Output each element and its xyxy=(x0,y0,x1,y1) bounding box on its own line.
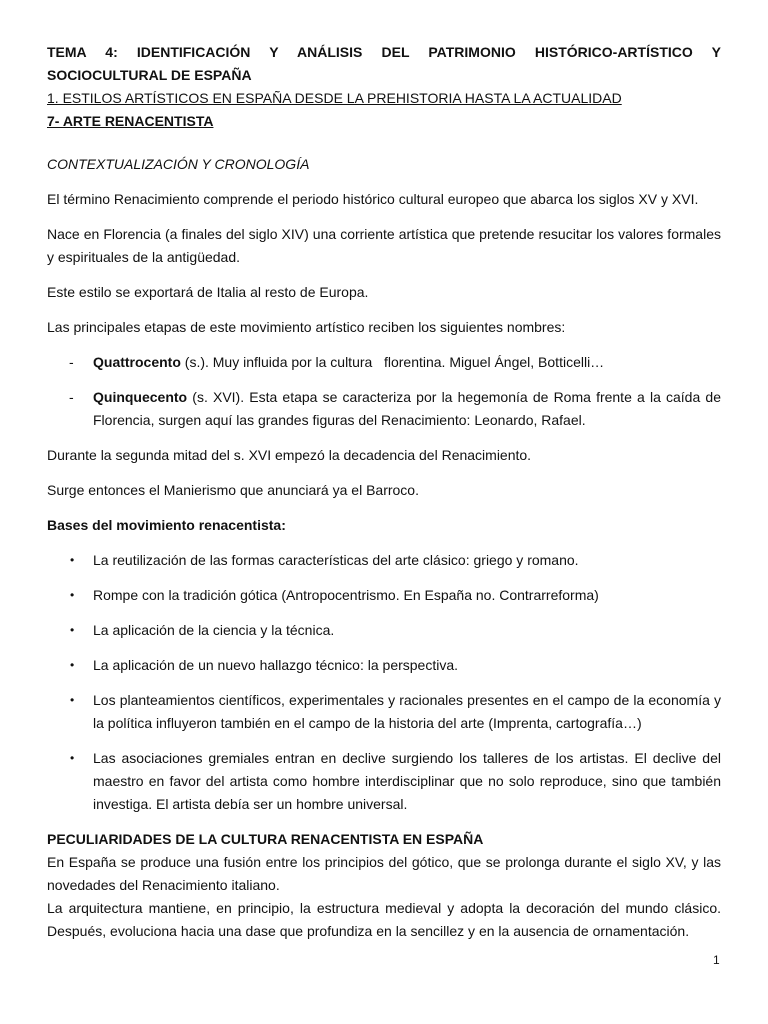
bullet-marker: • xyxy=(70,553,75,567)
bullet-marker: • xyxy=(70,588,75,602)
document-page xyxy=(47,41,721,943)
section-title: 7- ARTE RENACENTISTA xyxy=(47,113,214,129)
bases-item-text: La reutilización de las formas características del arte clásico: griego y romano. xyxy=(93,552,579,568)
bases-item-text: Las asociaciones gremiales entran en declive surgiendo los talleres de los artistas. El declive del maestro en favor del artista como hombre interdisciplinar que no solo reproduce, sino que también investiga. El artista debía ser un hombre universal. xyxy=(93,750,721,812)
unit-subtitle: 1. ESTILOS ARTÍSTICOS EN ESPAÑA DESDE LA PREHISTORIA HASTA LA ACTUALIDAD xyxy=(47,90,622,106)
page-number: 1 xyxy=(713,953,720,967)
bases-item-text: Los planteamientos científicos, experimentales y racionales presentes en el campo de la economía y la política influyeron también en el campo de la historia del arte (Imprenta, cartografía…) xyxy=(93,692,721,731)
bases-item-text: La aplicación de un nuevo hallazgo técnico: la perspectiva. xyxy=(93,657,459,673)
topic-title-line-2: SOCIOCULTURAL DE ESPAÑA xyxy=(47,67,252,83)
dash-marker: - xyxy=(69,354,74,370)
stage-item xyxy=(47,386,721,432)
bullet-marker: • xyxy=(70,623,75,637)
bases-item xyxy=(47,619,721,642)
decline-paragraph: Durante la segunda mitad del s. XVI empezó la decadencia del Renacimiento. xyxy=(47,447,532,463)
bases-heading: Bases del movimiento renacentista: xyxy=(47,517,286,533)
dash-marker: - xyxy=(69,389,74,405)
bases-list xyxy=(47,549,721,816)
stage-item xyxy=(47,351,721,374)
bases-item xyxy=(47,549,721,572)
export-paragraph: Este estilo se exportará de Italia al resto de Europa. xyxy=(47,284,369,300)
stages-list xyxy=(47,351,721,432)
topic-title-line-1: TEMA 4: IDENTIFICACIÓN Y ANÁLISIS DEL PATRIMONIO HISTÓRICO-ARTÍSTICO Y xyxy=(47,44,721,60)
bases-item-text: La aplicación de la ciencia y la técnica. xyxy=(93,622,335,638)
stage-description: (s.). Muy influida por la cultura florentina. Miguel Ángel, Botticelli… xyxy=(180,354,605,370)
bases-item xyxy=(47,747,721,816)
stages-intro-paragraph: Las principales etapas de este movimiento artístico reciben los siguientes nombres: xyxy=(47,319,566,335)
spain-architecture-paragraph: La arquitectura mantiene, en principio, la estructura medieval y adopta la decoración del mundo clásico. Después, evoluciona hacia una dase que profundiza en la sencillez y en la ausencia de ornamentación. xyxy=(47,900,721,939)
mannerism-paragraph: Surge entonces el Manierismo que anunciará ya el Barroco. xyxy=(47,482,419,498)
stage-name: Quinquecento xyxy=(93,389,188,405)
spain-heading: PECULIARIDADES DE LA CULTURA RENACENTISTA EN ESPAÑA xyxy=(47,831,484,847)
stage-name: Quattrocento xyxy=(93,354,181,370)
context-heading: CONTEXTUALIZACIÓN Y CRONOLOGÍA xyxy=(47,156,310,172)
intro-paragraph: El término Renacimiento comprende el periodo histórico cultural europeo que abarca los siglos XV y XVI. xyxy=(47,191,699,207)
bases-item xyxy=(47,584,721,607)
spain-fusion-paragraph: En España se produce una fusión entre los principios del gótico, que se prolonga durante el siglo XV, y las novedades del Renacimiento italiano. xyxy=(47,854,721,893)
bases-item-text: Rompe con la tradición gótica (Antropocentrismo. En España no. Contrarreforma) xyxy=(93,587,599,603)
origin-paragraph: Nace en Florencia (a finales del siglo XIV) una corriente artística que pretende resucitar los valores formales y espirituales de la antigüedad. xyxy=(47,226,721,265)
bullet-marker: • xyxy=(70,751,75,765)
stage-description: (s. XVI). Esta etapa se caracteriza por la hegemonía de Roma frente a la caída de Florencia, surgen aquí las grandes figuras del Renacimiento: Leonardo, Rafael. xyxy=(93,389,721,428)
bases-item xyxy=(47,689,721,735)
bullet-marker: • xyxy=(70,658,75,672)
bases-item xyxy=(47,654,721,677)
bullet-marker: • xyxy=(70,693,75,707)
